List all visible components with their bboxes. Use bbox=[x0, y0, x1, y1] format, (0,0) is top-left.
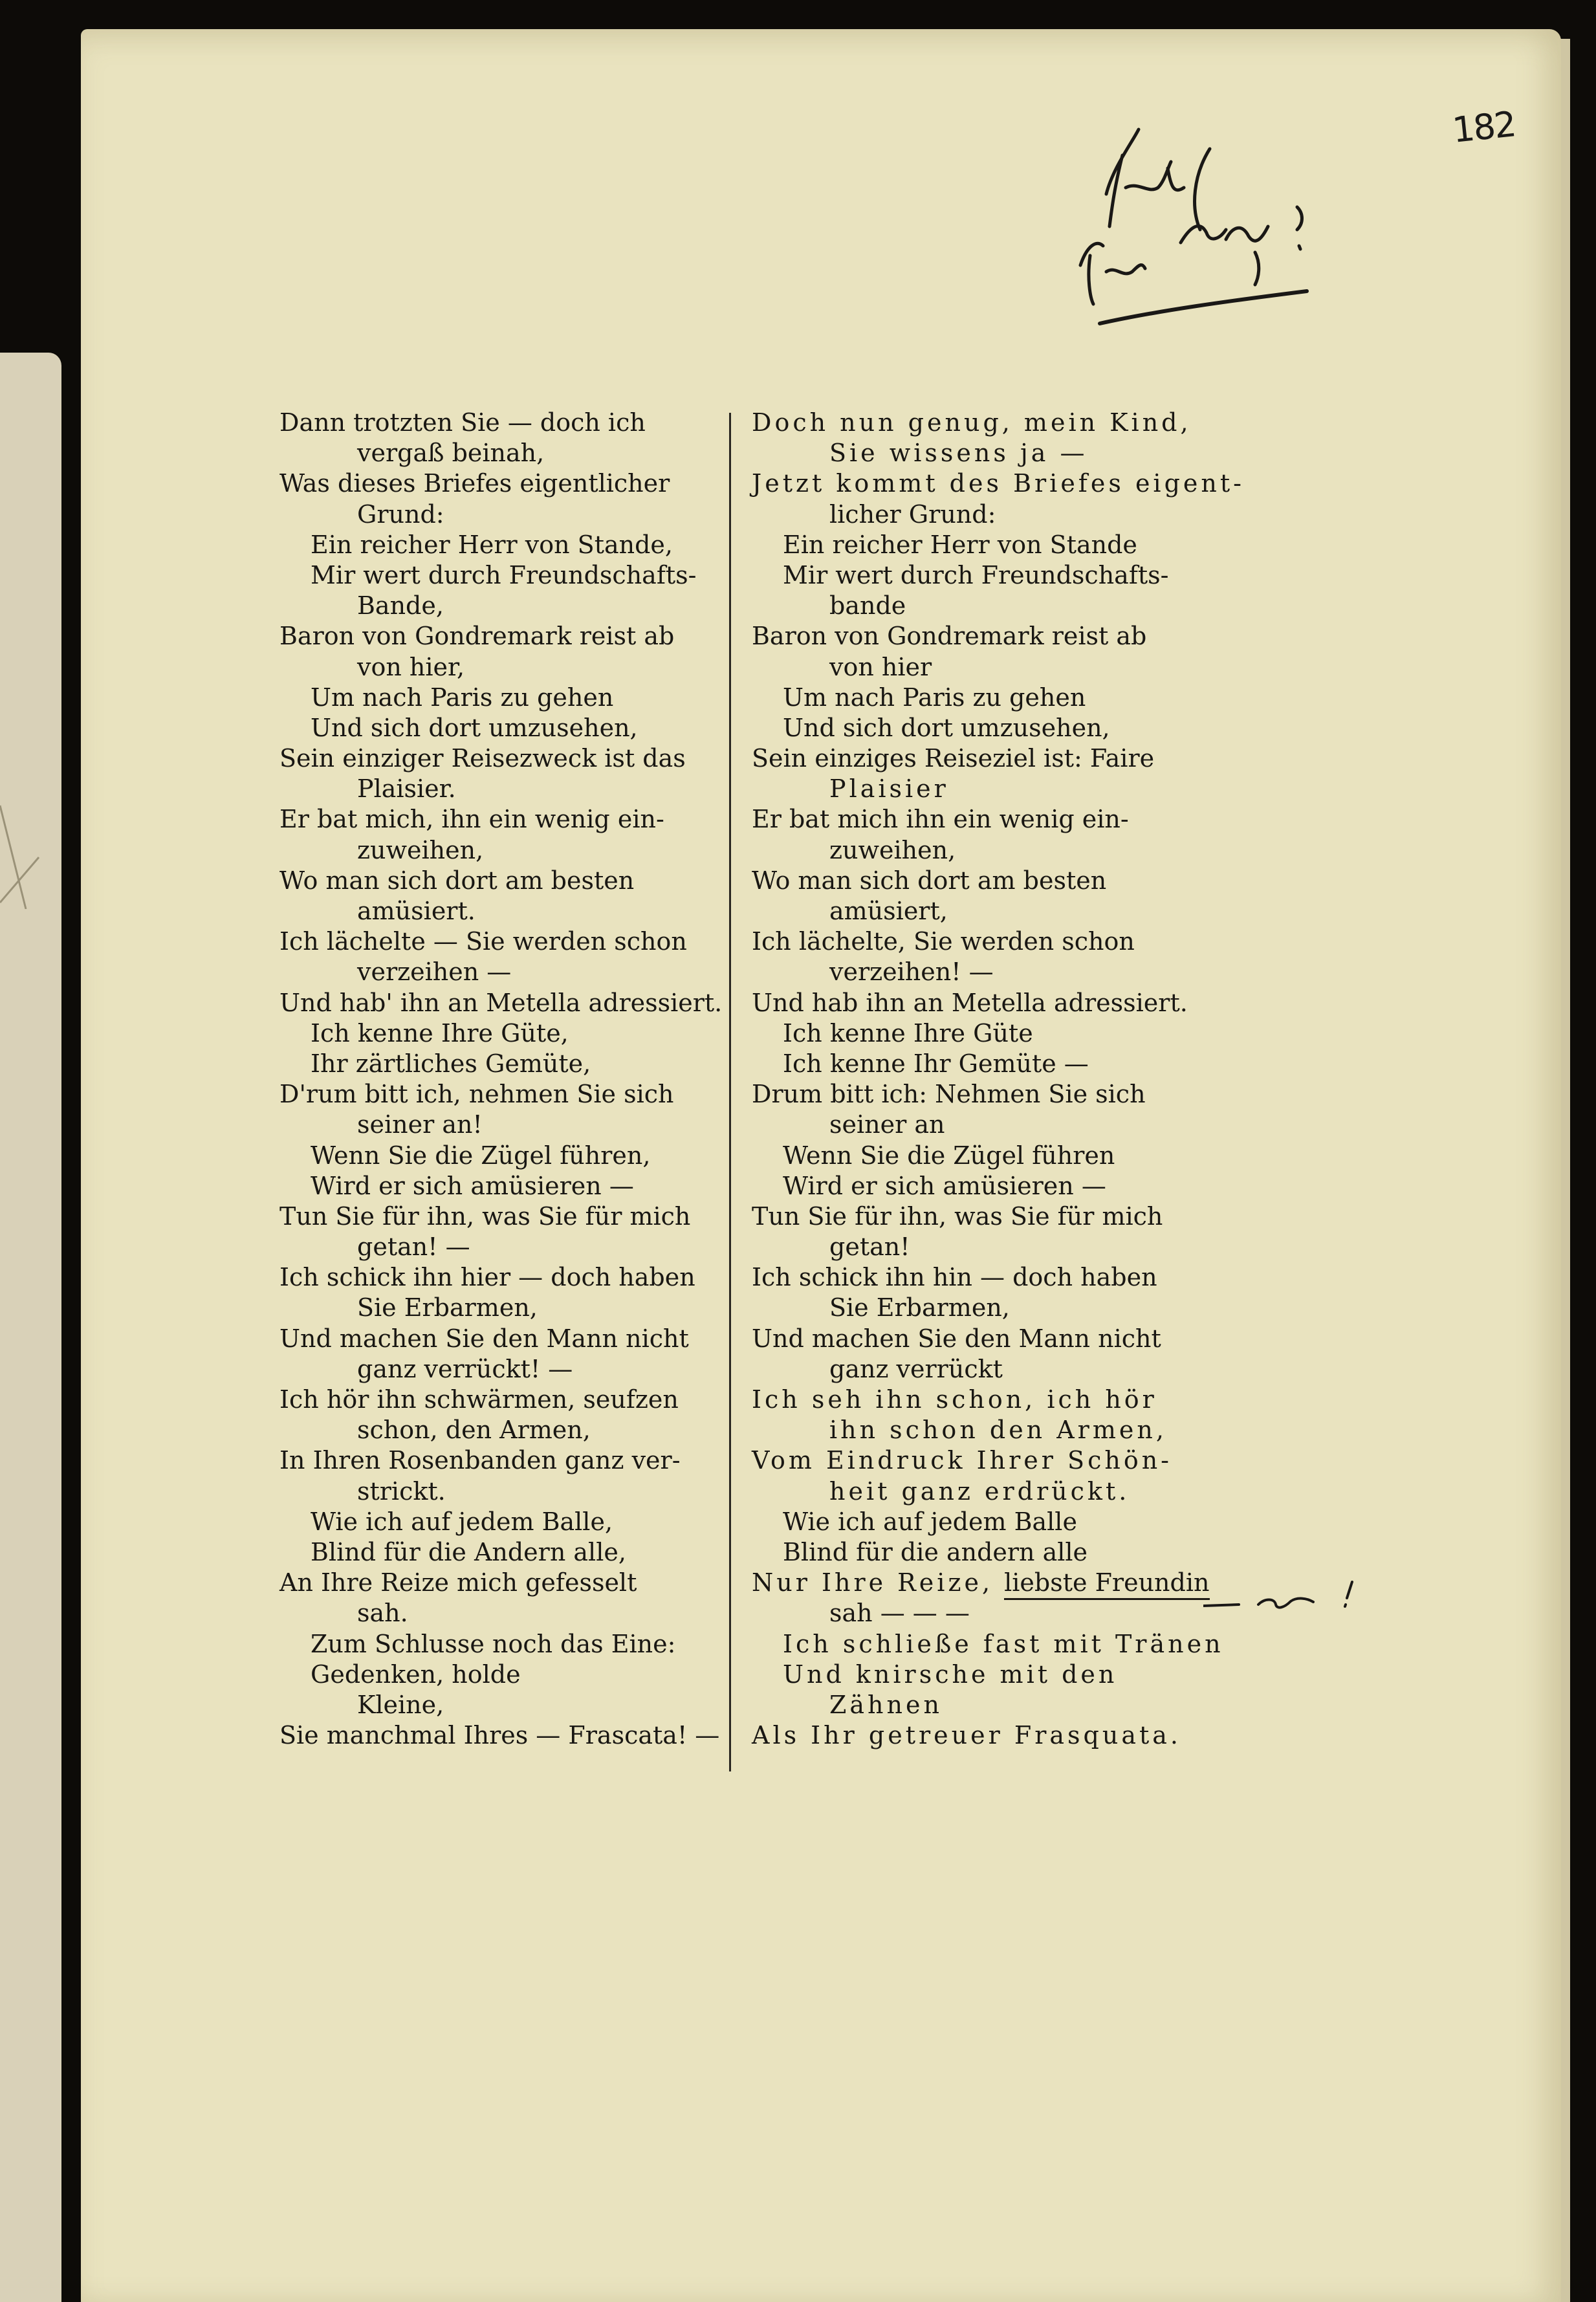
margin-annotation bbox=[1203, 1579, 1372, 1617]
page-number: 182 bbox=[1450, 104, 1518, 151]
left-line: Wird er sich amüsieren — bbox=[311, 1171, 634, 1200]
underlined-phrase: liebste Freundin bbox=[1004, 1568, 1209, 1600]
left-line: Ich lächelte — Sie werden schon bbox=[279, 927, 687, 956]
right-line: Ich kenne Ihr Gemüte — bbox=[783, 1049, 1089, 1078]
left-line: Kleine, bbox=[357, 1690, 444, 1719]
right-line: Zähnen bbox=[829, 1690, 943, 1719]
left-line: An Ihre Reize mich gefesselt bbox=[279, 1568, 637, 1597]
right-line: von hier bbox=[829, 652, 932, 681]
left-line: Blind für die Andern alle, bbox=[311, 1537, 626, 1566]
left-line: Er bat mich, ihn ein wenig ein- bbox=[279, 805, 664, 834]
right-line: Baron von Gondremark reist ab bbox=[752, 622, 1147, 651]
left-line: vergaß beinah, bbox=[357, 439, 545, 468]
column-divider bbox=[729, 413, 731, 1771]
right-line: Als Ihr getreuer Frasquata. bbox=[752, 1721, 1181, 1750]
left-line: Wenn Sie die Zügel führen, bbox=[311, 1141, 651, 1170]
right-line: Ich kenne Ihre Güte bbox=[783, 1018, 1033, 1047]
left-line: Tun Sie für ihn, was Sie für mich bbox=[279, 1201, 691, 1231]
right-line-start: Nur Ihre Reize, bbox=[752, 1568, 1005, 1597]
right-line: Jetzt kommt des Briefes eigent- bbox=[752, 469, 1245, 498]
left-line: Ihr zärtliches Gemüte, bbox=[311, 1049, 591, 1078]
right-line: Ich schließe fast mit Tränen bbox=[783, 1629, 1224, 1658]
right-line: Wenn Sie die Zügel führen bbox=[783, 1141, 1115, 1170]
right-line: Und machen Sie den Mann nicht bbox=[752, 1324, 1161, 1353]
right-line: Um nach Paris zu gehen bbox=[783, 683, 1086, 712]
left-line: von hier, bbox=[357, 652, 465, 681]
right-line: Mir wert durch Freundschafts- bbox=[783, 560, 1169, 589]
right-line: Wie ich auf jedem Balle bbox=[783, 1507, 1077, 1536]
page-fold-mark bbox=[0, 715, 45, 909]
right-line: ihn schon den Armen, bbox=[829, 1416, 1167, 1445]
right-line: Doch nun genug, mein Kind, bbox=[752, 408, 1192, 437]
left-line: Plaisier. bbox=[357, 774, 456, 804]
left-line: ganz verrückt! — bbox=[357, 1354, 573, 1383]
left-line: amüsiert. bbox=[357, 897, 476, 925]
left-line: Und sich dort umzusehen, bbox=[311, 713, 638, 742]
original-text-column bbox=[279, 408, 723, 1751]
right-line: Sein einziges Reiseziel ist: Faire bbox=[752, 744, 1155, 773]
left-line: Mir wert durch Freundschafts- bbox=[311, 560, 697, 589]
left-line: Ich hör ihn schwärmen, seufzen bbox=[279, 1385, 679, 1414]
left-line: Grund: bbox=[357, 499, 444, 529]
right-line: Ich schick ihn hin — doch haben bbox=[752, 1263, 1157, 1292]
left-line: Bande, bbox=[357, 591, 444, 620]
left-line: Und machen Sie den Mann nicht bbox=[279, 1324, 689, 1353]
left-line: Ich schick ihn hier — doch haben bbox=[279, 1263, 695, 1292]
left-line: Was dieses Briefes eigentlicher bbox=[279, 469, 670, 498]
left-line: verzeihen — bbox=[357, 958, 512, 987]
left-line: Wo man sich dort am besten bbox=[279, 866, 635, 895]
left-line: Sein einziger Reisezweck ist das bbox=[279, 744, 686, 773]
left-line: Zum Schlusse noch das Eine: bbox=[311, 1629, 676, 1658]
right-line: Wo man sich dort am besten bbox=[752, 866, 1107, 895]
right-line: Plaisier bbox=[829, 774, 949, 804]
left-line: Sie manchmal Ihres — Frascata! — bbox=[279, 1721, 720, 1750]
right-line: getan! bbox=[829, 1233, 910, 1262]
right-line: Vom Eindruck Ihrer Schön- bbox=[752, 1446, 1173, 1475]
left-line: Gedenken, holde bbox=[311, 1660, 521, 1689]
right-line: Und hab ihn an Metella adressiert. bbox=[752, 988, 1188, 1017]
left-line: zuweihen, bbox=[357, 835, 484, 864]
left-line: Baron von Gondremark reist ab bbox=[279, 622, 675, 651]
left-line: seiner an! bbox=[357, 1110, 483, 1139]
left-line: Und hab' ihn an Metella adressiert. bbox=[279, 988, 723, 1017]
handwritten-annotation bbox=[1061, 116, 1333, 343]
left-line: Ein reicher Herr von Stande, bbox=[311, 530, 673, 559]
left-line: Wie ich auf jedem Balle, bbox=[311, 1507, 613, 1536]
left-line: Um nach Paris zu gehen bbox=[311, 683, 614, 712]
right-line: Ein reicher Herr von Stande bbox=[783, 530, 1137, 559]
right-line: seiner an bbox=[829, 1110, 945, 1139]
facing-page-edge bbox=[0, 353, 61, 2302]
right-line: Und knirsche mit den bbox=[783, 1660, 1118, 1689]
left-line: sah. bbox=[357, 1599, 408, 1628]
left-line: Dann trotzten Sie — doch ich bbox=[279, 408, 646, 437]
left-line: Sie Erbarmen, bbox=[357, 1293, 538, 1322]
right-line: zuweihen, bbox=[829, 835, 956, 864]
left-line: Ich kenne Ihre Güte, bbox=[311, 1018, 569, 1047]
left-line: getan! — bbox=[357, 1233, 470, 1262]
left-line: strickt. bbox=[357, 1476, 446, 1506]
right-line: heit ganz erdrückt. bbox=[829, 1476, 1130, 1506]
lyrics-columns bbox=[279, 408, 1245, 1779]
right-line-underlined bbox=[752, 1568, 1210, 1598]
right-line: ganz verrückt bbox=[829, 1354, 1003, 1383]
right-line: Wird er sich amüsieren — bbox=[783, 1171, 1106, 1200]
right-line: Drum bitt ich: Nehmen Sie sich bbox=[752, 1080, 1146, 1109]
right-line: Tun Sie für ihn, was Sie für mich bbox=[752, 1201, 1163, 1231]
right-line: Er bat mich ihn ein wenig ein- bbox=[752, 805, 1129, 834]
right-line: amüsiert, bbox=[829, 897, 948, 925]
right-line: sah — — — bbox=[829, 1599, 970, 1628]
right-line: Und sich dort umzusehen, bbox=[783, 713, 1110, 742]
right-line: Sie Erbarmen, bbox=[829, 1293, 1010, 1322]
right-line: bande bbox=[829, 591, 906, 620]
right-line: Blind für die andern alle bbox=[783, 1537, 1088, 1566]
right-line: licher Grund: bbox=[829, 499, 996, 529]
left-line: schon, den Armen, bbox=[357, 1416, 591, 1445]
right-line: Ich seh ihn schon, ich hör bbox=[752, 1385, 1157, 1414]
right-line: Ich lächelte, Sie werden schon bbox=[752, 927, 1135, 956]
revised-text-column bbox=[752, 408, 1245, 1751]
left-line: In Ihren Rosenbanden ganz ver- bbox=[279, 1446, 681, 1475]
left-line: D'rum bitt ich, nehmen Sie sich bbox=[279, 1080, 674, 1109]
right-line: verzeihen! — bbox=[829, 958, 994, 987]
right-line: Sie wissens ja — bbox=[829, 439, 1088, 468]
